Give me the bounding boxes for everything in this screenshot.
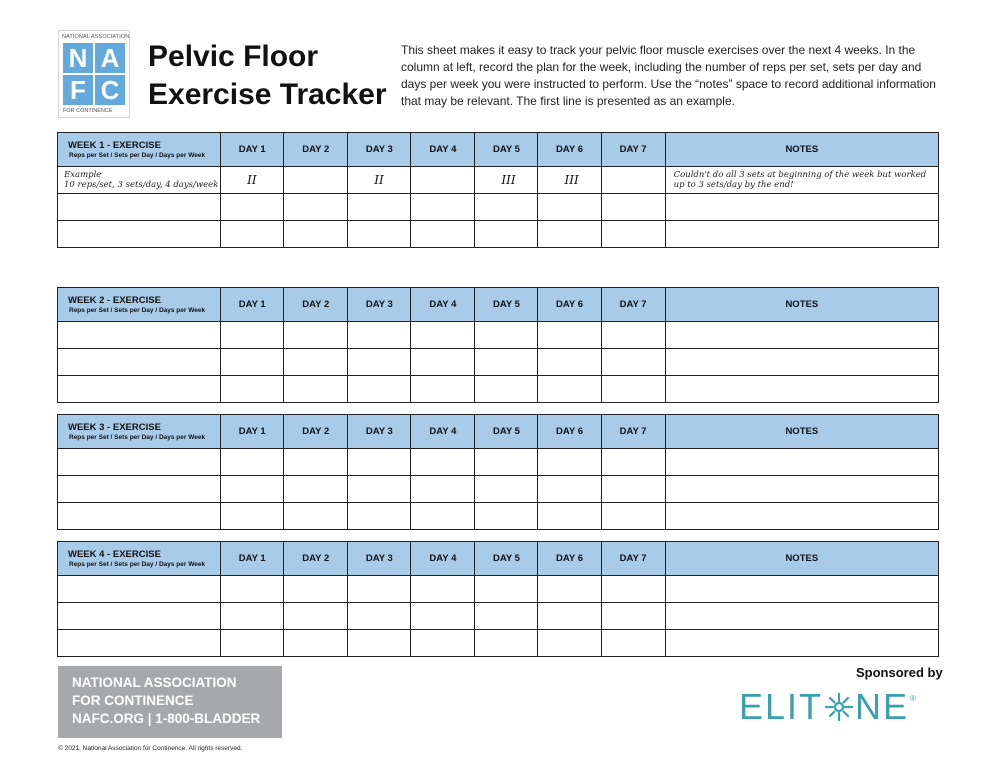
table-row [58, 503, 939, 530]
day-2-cell[interactable] [284, 449, 348, 476]
day-2-header: DAY 2 [284, 133, 348, 167]
notes-cell[interactable] [665, 603, 938, 630]
exercise-cell[interactable] [58, 603, 221, 630]
day-2-cell[interactable] [284, 376, 348, 403]
week-label: WEEK 4 - EXERCISE [68, 549, 161, 560]
nafc-logo [58, 30, 130, 118]
day-5-cell[interactable] [475, 376, 538, 403]
notes-cell[interactable] [665, 449, 938, 476]
intro-text: This sheet makes it easy to track your pelvic floor muscle exercises over the next 4 weeks. In the column at left, record the plan for the week, including the number of reps per set, sets per day and days per week you were instructed to perform. Use the “notes” space to record additional information that may be relevant. The first line is presented as an example. [401, 43, 936, 108]
table-row [58, 194, 939, 221]
notes-cell[interactable] [665, 167, 938, 194]
week-2-table [57, 287, 939, 403]
day-2-cell[interactable] [284, 322, 348, 349]
day-7-cell[interactable] [601, 376, 665, 403]
day-6-cell[interactable]: III [538, 167, 601, 194]
day-6-cell[interactable] [538, 322, 601, 349]
week-label: WEEK 2 - EXERCISE [68, 295, 161, 306]
day-4-cell[interactable] [411, 630, 475, 657]
notes-header: NOTES [665, 133, 938, 167]
week-label: WEEK 1 - EXERCISE [68, 140, 161, 151]
table-row [58, 349, 939, 376]
day-6-cell[interactable] [538, 194, 601, 221]
day-4-cell[interactable] [411, 603, 475, 630]
day-3-cell[interactable] [348, 603, 411, 630]
exercise-cell[interactable] [58, 630, 221, 657]
day-1-cell[interactable] [221, 221, 284, 248]
exercise-subheader: Reps per Set / Sets per Day / Days per Week [69, 561, 206, 568]
footer-line-1: NATIONAL ASSOCIATION [72, 675, 237, 690]
week-label: WEEK 3 - EXERCISE [68, 422, 161, 433]
day-2-cell[interactable] [284, 194, 348, 221]
day-7-header: DAY 7 [601, 133, 665, 167]
notes-cell[interactable] [665, 376, 938, 403]
day-7-cell[interactable] [601, 167, 665, 194]
day-3-cell[interactable] [348, 449, 411, 476]
day-6-cell[interactable] [538, 576, 601, 603]
day-7-cell[interactable] [601, 630, 665, 657]
day-7-cell[interactable] [601, 603, 665, 630]
notes-cell[interactable] [665, 194, 938, 221]
logo-org-top: NATIONAL ASSOCIATION [62, 34, 130, 40]
day-7-cell[interactable] [601, 449, 665, 476]
day-7-cell[interactable] [601, 576, 665, 603]
day-4-cell[interactable] [411, 322, 475, 349]
day-2-cell[interactable] [284, 221, 348, 248]
logo-letter-c: C [95, 75, 125, 105]
page-title [148, 38, 387, 114]
exercise-header [58, 288, 221, 322]
notes-cell[interactable] [665, 349, 938, 376]
table-row [58, 376, 939, 403]
notes-cell[interactable] [665, 630, 938, 657]
brand-right: NE [855, 686, 910, 727]
exercise-cell[interactable] [58, 322, 221, 349]
table-row [58, 603, 939, 630]
notes-header: NOTES [665, 415, 938, 449]
day-1-cell[interactable] [221, 603, 284, 630]
exercise-subheader: Reps per Set / Sets per Day / Days per Week [69, 307, 206, 314]
day-7-header: DAY 7 [601, 542, 665, 576]
day-4-cell[interactable] [411, 476, 475, 503]
day-7-cell[interactable] [601, 221, 665, 248]
day-4-cell[interactable] [411, 503, 475, 530]
copyright: © 2021, National Association for Continence. All rights reserved. [58, 745, 243, 752]
week-header-row [58, 415, 939, 449]
day-5-cell[interactable]: III [475, 167, 538, 194]
footer-line-2: FOR CONTINENCE [72, 693, 194, 708]
day-2-cell[interactable] [284, 349, 348, 376]
day-7-cell[interactable] [601, 503, 665, 530]
day-5-header: DAY 5 [475, 415, 538, 449]
day-1-header: DAY 1 [221, 415, 284, 449]
flower-icon [824, 692, 854, 722]
day-6-cell[interactable] [538, 221, 601, 248]
exercise-cell[interactable] [58, 349, 221, 376]
exercise-cell[interactable] [58, 503, 221, 530]
day-1-cell[interactable] [221, 576, 284, 603]
day-3-cell[interactable]: II [348, 167, 411, 194]
day-5-cell[interactable] [475, 322, 538, 349]
day-3-cell[interactable] [348, 376, 411, 403]
day-4-header: DAY 4 [411, 542, 475, 576]
day-6-cell[interactable] [538, 349, 601, 376]
exercise-cell[interactable] [58, 476, 221, 503]
day-6-header: DAY 6 [538, 288, 601, 322]
logo-letter-n: N [63, 43, 93, 73]
day-6-cell[interactable] [538, 449, 601, 476]
week-1-table [57, 132, 939, 248]
day-3-cell[interactable] [348, 476, 411, 503]
logo-letter-a: A [95, 43, 125, 73]
logo-letter-f: F [63, 75, 93, 105]
day-1-cell[interactable] [221, 630, 284, 657]
day-4-cell[interactable] [411, 349, 475, 376]
day-3-cell[interactable] [348, 221, 411, 248]
table-row [58, 630, 939, 657]
day-5-cell[interactable] [475, 576, 538, 603]
elitone-logo [739, 686, 918, 728]
day-3-header: DAY 3 [348, 542, 411, 576]
week-header-row [58, 542, 939, 576]
week-header-row [58, 133, 939, 167]
day-2-cell[interactable] [284, 476, 348, 503]
table-row [58, 476, 939, 503]
table-row [58, 167, 939, 194]
logo-org-bottom: FOR CONTINENCE [63, 108, 113, 114]
logo-grid [63, 43, 125, 105]
day-5-cell[interactable] [475, 476, 538, 503]
day-2-cell[interactable] [284, 167, 348, 194]
day-6-cell[interactable] [538, 476, 601, 503]
day-6-header: DAY 6 [538, 133, 601, 167]
footer-org-box [58, 666, 282, 738]
day-3-header: DAY 3 [348, 415, 411, 449]
title-line-1: Pelvic Floor [148, 40, 319, 73]
day-4-cell[interactable] [411, 376, 475, 403]
day-3-header: DAY 3 [348, 288, 411, 322]
example-plan: 10 reps/set, 3 sets/day, 4 days/week [64, 180, 219, 190]
registered-mark: ® [910, 694, 918, 703]
day-1-header: DAY 1 [221, 133, 284, 167]
day-3-cell[interactable] [348, 630, 411, 657]
example-note: Couldn't do all 3 sets at beginning of the week but worked up to 3 sets/day by the end! [673, 170, 927, 190]
day-1-cell[interactable] [221, 349, 284, 376]
notes-cell[interactable] [665, 476, 938, 503]
day-5-cell[interactable] [475, 503, 538, 530]
day-5-cell[interactable] [475, 349, 538, 376]
day-6-cell[interactable] [538, 376, 601, 403]
table-row [58, 449, 939, 476]
table-row [58, 322, 939, 349]
brand-left: ELIT [739, 686, 824, 727]
exercise-cell[interactable] [58, 576, 221, 603]
day-5-header: DAY 5 [475, 288, 538, 322]
exercise-subheader: Reps per Set / Sets per Day / Days per Week [69, 152, 206, 159]
day-4-cell[interactable] [411, 449, 475, 476]
day-1-cell[interactable]: II [221, 167, 284, 194]
day-5-cell[interactable] [475, 221, 538, 248]
exercise-header [58, 415, 221, 449]
exercise-cell[interactable] [58, 167, 221, 194]
day-1-header: DAY 1 [221, 288, 284, 322]
notes-cell[interactable] [665, 221, 938, 248]
day-4-cell[interactable] [411, 576, 475, 603]
day-3-header: DAY 3 [348, 133, 411, 167]
day-2-cell[interactable] [284, 630, 348, 657]
day-3-cell[interactable] [348, 576, 411, 603]
day-4-cell[interactable] [411, 221, 475, 248]
exercise-cell[interactable] [58, 376, 221, 403]
notes-header: NOTES [665, 288, 938, 322]
day-7-cell[interactable] [601, 476, 665, 503]
week-header-row [58, 288, 939, 322]
exercise-cell[interactable] [58, 194, 221, 221]
day-3-cell[interactable] [348, 322, 411, 349]
example-label: Example [64, 170, 102, 180]
exercise-header [58, 133, 221, 167]
day-5-header: DAY 5 [475, 133, 538, 167]
day-5-header: DAY 5 [475, 542, 538, 576]
day-5-cell[interactable] [475, 194, 538, 221]
title-line-2: Exercise Tracker [148, 78, 387, 111]
day-2-header: DAY 2 [284, 415, 348, 449]
day-7-cell[interactable] [601, 349, 665, 376]
day-2-cell[interactable] [284, 576, 348, 603]
table-row [58, 221, 939, 248]
day-1-header: DAY 1 [221, 542, 284, 576]
day-5-cell[interactable] [475, 630, 538, 657]
notes-cell[interactable] [665, 322, 938, 349]
day-4-header: DAY 4 [411, 133, 475, 167]
day-6-cell[interactable] [538, 503, 601, 530]
day-2-cell[interactable] [284, 503, 348, 530]
week-3-table [57, 414, 939, 530]
notes-cell[interactable] [665, 576, 938, 603]
day-7-header: DAY 7 [601, 415, 665, 449]
day-5-cell[interactable] [475, 449, 538, 476]
day-2-header: DAY 2 [284, 288, 348, 322]
sponsored-by-label: Sponsored by [856, 665, 943, 680]
day-6-header: DAY 6 [538, 542, 601, 576]
table-row [58, 576, 939, 603]
day-6-cell[interactable] [538, 630, 601, 657]
day-1-cell[interactable] [221, 194, 284, 221]
day-1-cell[interactable] [221, 503, 284, 530]
day-6-header: DAY 6 [538, 415, 601, 449]
day-7-cell[interactable] [601, 322, 665, 349]
notes-cell[interactable] [665, 503, 938, 530]
day-2-header: DAY 2 [284, 542, 348, 576]
day-7-cell[interactable] [601, 194, 665, 221]
day-3-cell[interactable] [348, 503, 411, 530]
day-6-cell[interactable] [538, 603, 601, 630]
day-2-cell[interactable] [284, 603, 348, 630]
day-7-header: DAY 7 [601, 288, 665, 322]
exercise-cell[interactable] [58, 449, 221, 476]
exercise-header [58, 542, 221, 576]
day-1-cell[interactable] [221, 449, 284, 476]
week-4-table [57, 541, 939, 657]
day-4-cell[interactable] [411, 194, 475, 221]
notes-header: NOTES [665, 542, 938, 576]
day-1-cell[interactable] [221, 476, 284, 503]
day-1-cell[interactable] [221, 322, 284, 349]
exercise-cell[interactable] [58, 221, 221, 248]
day-4-cell[interactable] [411, 167, 475, 194]
day-4-header: DAY 4 [411, 415, 475, 449]
day-4-header: DAY 4 [411, 288, 475, 322]
footer-contact: NAFC.ORG | 1-800-BLADDER [72, 711, 261, 726]
day-3-cell[interactable] [348, 194, 411, 221]
day-5-cell[interactable] [475, 603, 538, 630]
day-1-cell[interactable] [221, 376, 284, 403]
exercise-subheader: Reps per Set / Sets per Day / Days per Week [69, 434, 206, 441]
day-3-cell[interactable] [348, 349, 411, 376]
